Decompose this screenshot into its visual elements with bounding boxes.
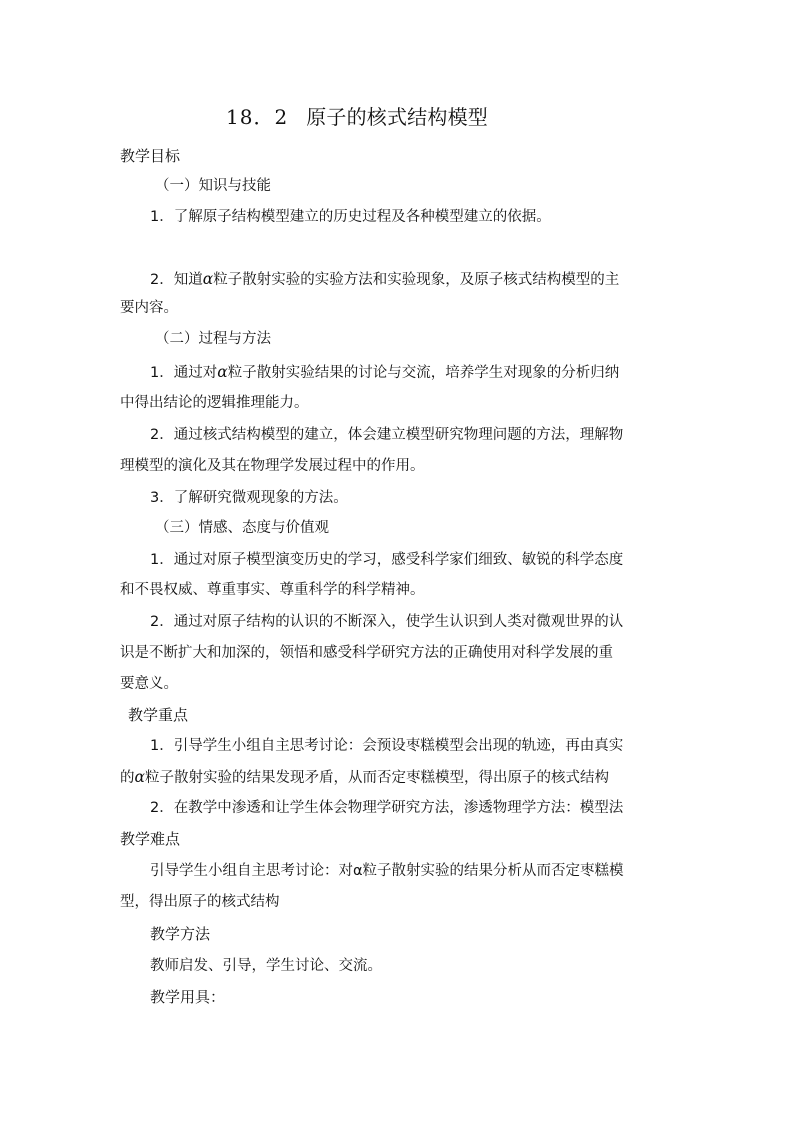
keypoint-item-1-line-2 xyxy=(120,767,609,788)
process-item-2-line-2: 理模型的演化及其在物理学发展过程中的作用。 xyxy=(120,458,425,474)
alpha-symbol: α xyxy=(134,768,145,786)
difficulties-heading: 教学难点 xyxy=(120,830,181,848)
alpha-symbol: α xyxy=(217,363,228,381)
knowledge-item-1: 1．了解原子结构模型建立的历史过程及各种模型建立的依据。 xyxy=(150,209,551,225)
process-item-1-rest: 粒子散射实验结果的讨论与交流，培养学生对现象的分析归纳 xyxy=(227,365,620,381)
emotion-item-2: 2．通过对原子结构的认识的不断深入，使学生认识到人类对微观世界的认 xyxy=(150,614,624,630)
objectives-heading: 教学目标 xyxy=(120,147,181,165)
knowledge-item-2-line-2: 要内容。 xyxy=(120,300,178,316)
process-item-2: 2．通过核式结构模型的建立，体会建立模型研究物理问题的方法，理解物 xyxy=(150,427,624,443)
emotion-item-1: 1．通过对原子模型演变历史的学习，感受科学家们细致、敏锐的科学态度 xyxy=(150,552,624,568)
alpha-symbol: α xyxy=(202,270,214,288)
page-title xyxy=(226,103,488,131)
title-text: 原子的核式结构模型 xyxy=(306,105,488,129)
emotion-heading: （三）情感、态度与价值观 xyxy=(155,520,329,536)
emotion-item-1-line-2: 和不畏权威、尊重事实、尊重科学的科学精神。 xyxy=(120,582,425,598)
difficulty-line-2: 型，得出原子的核式结构 xyxy=(120,894,280,910)
process-item-3: 3．了解研究微观现象的方法。 xyxy=(150,490,348,506)
knowledge-item-2-prefix: 2．知道 xyxy=(150,272,203,288)
knowledge-heading: （一）知识与技能 xyxy=(155,178,271,194)
process-heading: （二）过程与方法 xyxy=(155,331,271,347)
keypoint-item-1: 1．引导学生小组自主思考讨论：会预设枣糕模型会出现的轨迹，再由真实 xyxy=(150,738,624,754)
tools-heading: 教学用具： xyxy=(150,988,226,1006)
emotion-item-2-line-3: 要意义。 xyxy=(120,676,178,692)
methods-heading: 教学方法 xyxy=(150,925,211,943)
keypoint-item-1-line-2-rest: 粒子散射实验的结果发现矛盾，从而否定枣糕模型，得出原子的核式结构 xyxy=(144,770,609,786)
process-item-1 xyxy=(150,362,619,383)
keypoint-item-1-line-2-prefix: 的 xyxy=(120,770,135,786)
difficulty-line-1: 引导学生小组自主思考讨论：对α粒子散射实验的结果分析从而否定枣糕模 xyxy=(150,863,624,879)
keypoints-heading: 教学重点 xyxy=(128,706,189,724)
emotion-item-2-line-2: 识是不断扩大和加深的，领悟和感受科学研究方法的正确使用对科学发展的重 xyxy=(120,645,613,661)
process-item-1-prefix: 1．通过对 xyxy=(150,365,218,381)
knowledge-item-2-rest: 粒子散射实验的实验方法和实验现象，及原子核式结构模型的主 xyxy=(213,272,620,288)
methods-text: 教师启发、引导，学生讨论、交流。 xyxy=(150,958,382,974)
knowledge-item-2 xyxy=(150,269,619,290)
process-item-1-line-2: 中得出结论的逻辑推理能力。 xyxy=(120,395,309,411)
title-number: 18．2 xyxy=(226,105,289,129)
keypoint-item-2: 2．在教学中渗透和让学生体会物理学研究方法，渗透物理学方法：模型法 xyxy=(150,800,624,816)
